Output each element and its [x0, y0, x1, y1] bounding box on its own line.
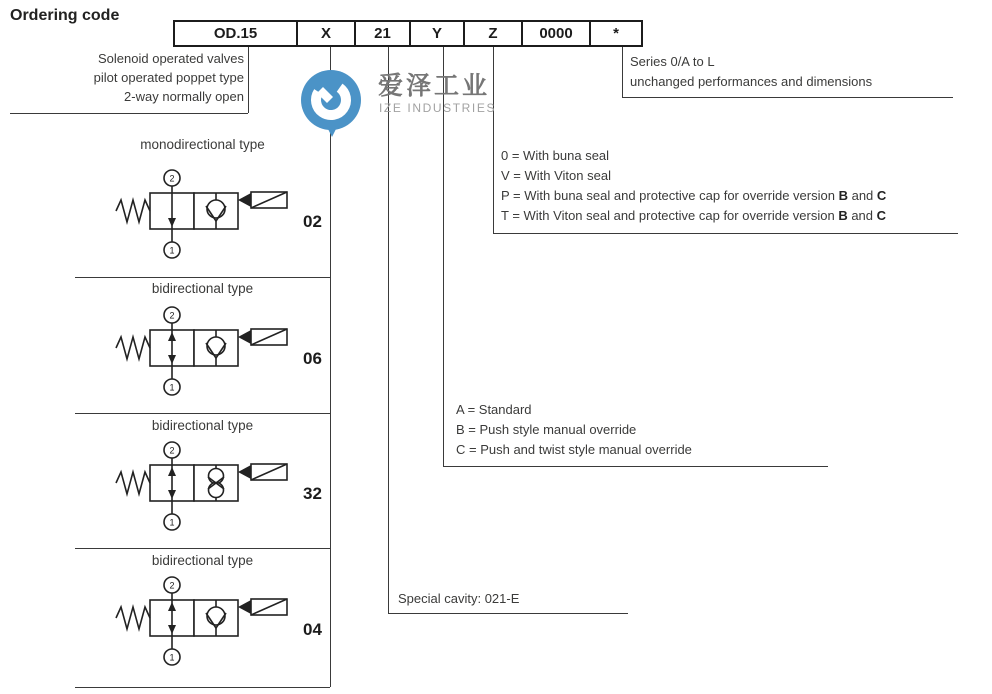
valve-section-title: bidirectional type — [151, 553, 254, 568]
model-description-line: 2-way normally open — [124, 89, 244, 104]
override-options-list — [456, 400, 692, 460]
valve-code-06: 06 — [303, 349, 322, 368]
connector-line-model — [248, 47, 249, 113]
spring-icon — [116, 472, 150, 494]
ize-logo-en-text: IZE INDUSTRIES — [379, 101, 497, 115]
code-box-series: * — [589, 20, 643, 47]
valve-symbol-02 — [100, 168, 300, 273]
valve-code-02: 02 — [303, 212, 322, 231]
valve-section-title: bidirectional type — [151, 418, 254, 433]
series-note — [630, 52, 872, 92]
valve-section-title: bidirectional type — [151, 281, 254, 296]
connector-line-cavity — [388, 47, 389, 613]
spring-icon — [116, 337, 150, 359]
seal-option-line: V = With Viton seal — [501, 168, 611, 183]
section-separator-2 — [75, 413, 330, 414]
code-box-valve-type: X — [296, 20, 356, 47]
valve-symbol-32 — [100, 440, 300, 545]
ordering-code-boxes — [173, 20, 643, 47]
ize-logo-cn-text: 爱泽工业 — [378, 72, 491, 100]
port-bottom-label: 1 — [169, 652, 175, 663]
series-note-line: Series 0/A to L — [630, 54, 715, 69]
code-box-0000: 0000 — [521, 20, 591, 47]
ize-logo-icon — [299, 69, 363, 137]
port-bottom-label: 1 — [169, 517, 175, 528]
code-box-cavity: 21 — [354, 20, 411, 47]
port-top-label: 2 — [169, 173, 175, 184]
code-box-seal: Z — [463, 20, 523, 47]
port-bottom-label: 1 — [169, 245, 175, 256]
valve-section-title: monodirectional type — [140, 137, 265, 152]
port-top-label: 2 — [169, 445, 175, 456]
seal-option-line: P = With buna seal and protective cap for override version B and C — [501, 188, 887, 203]
seal-option-line: 0 = With buna seal — [501, 148, 610, 163]
valve-symbol-04 — [100, 575, 300, 680]
connector-line-seal — [493, 47, 494, 233]
solenoid-icon — [238, 192, 287, 208]
valve-symbol-06 — [100, 305, 300, 410]
ize-logo — [299, 69, 363, 142]
spring-icon — [116, 607, 150, 629]
model-description-line: Solenoid operated valves — [98, 51, 244, 66]
underline-override-options — [443, 466, 828, 467]
connector-line-valve-type — [330, 47, 331, 687]
connector-line-series — [622, 47, 623, 97]
spring-icon — [116, 200, 150, 222]
underline-special-cavity — [388, 613, 628, 614]
underline-left-label — [10, 113, 248, 114]
solenoid-icon — [238, 329, 287, 345]
underline-series-note — [622, 97, 953, 98]
seal-options-list — [501, 146, 886, 226]
section-separator-3 — [75, 548, 330, 549]
override-option-line: B = Push style manual override — [456, 422, 637, 437]
port-top-label: 2 — [169, 310, 175, 321]
model-description-line: pilot operated poppet type — [93, 70, 244, 85]
code-box-override: Y — [409, 20, 465, 47]
port-top-label: 2 — [169, 580, 175, 591]
model-description — [10, 49, 244, 106]
valve-code-32: 32 — [303, 484, 322, 503]
port-bottom-label: 1 — [169, 382, 175, 393]
section-separator-1 — [75, 277, 330, 278]
override-option-line: A = Standard — [456, 402, 532, 417]
override-option-line: C = Push and twist style manual override — [456, 442, 692, 457]
solenoid-icon — [238, 464, 287, 480]
seal-option-line: T = With Viton seal and protective cap for override version B and C — [501, 208, 887, 223]
special-cavity-note: Special cavity: 021-E — [398, 591, 520, 606]
page-title: Ordering code — [10, 7, 120, 24]
series-note-line: unchanged performances and dimensions — [630, 74, 873, 89]
solenoid-icon — [238, 599, 287, 615]
underline-seal-options — [493, 233, 958, 234]
valve-code-04: 04 — [303, 620, 322, 639]
section-separator-bottom — [75, 687, 330, 688]
code-box-model: OD.15 — [173, 20, 298, 47]
